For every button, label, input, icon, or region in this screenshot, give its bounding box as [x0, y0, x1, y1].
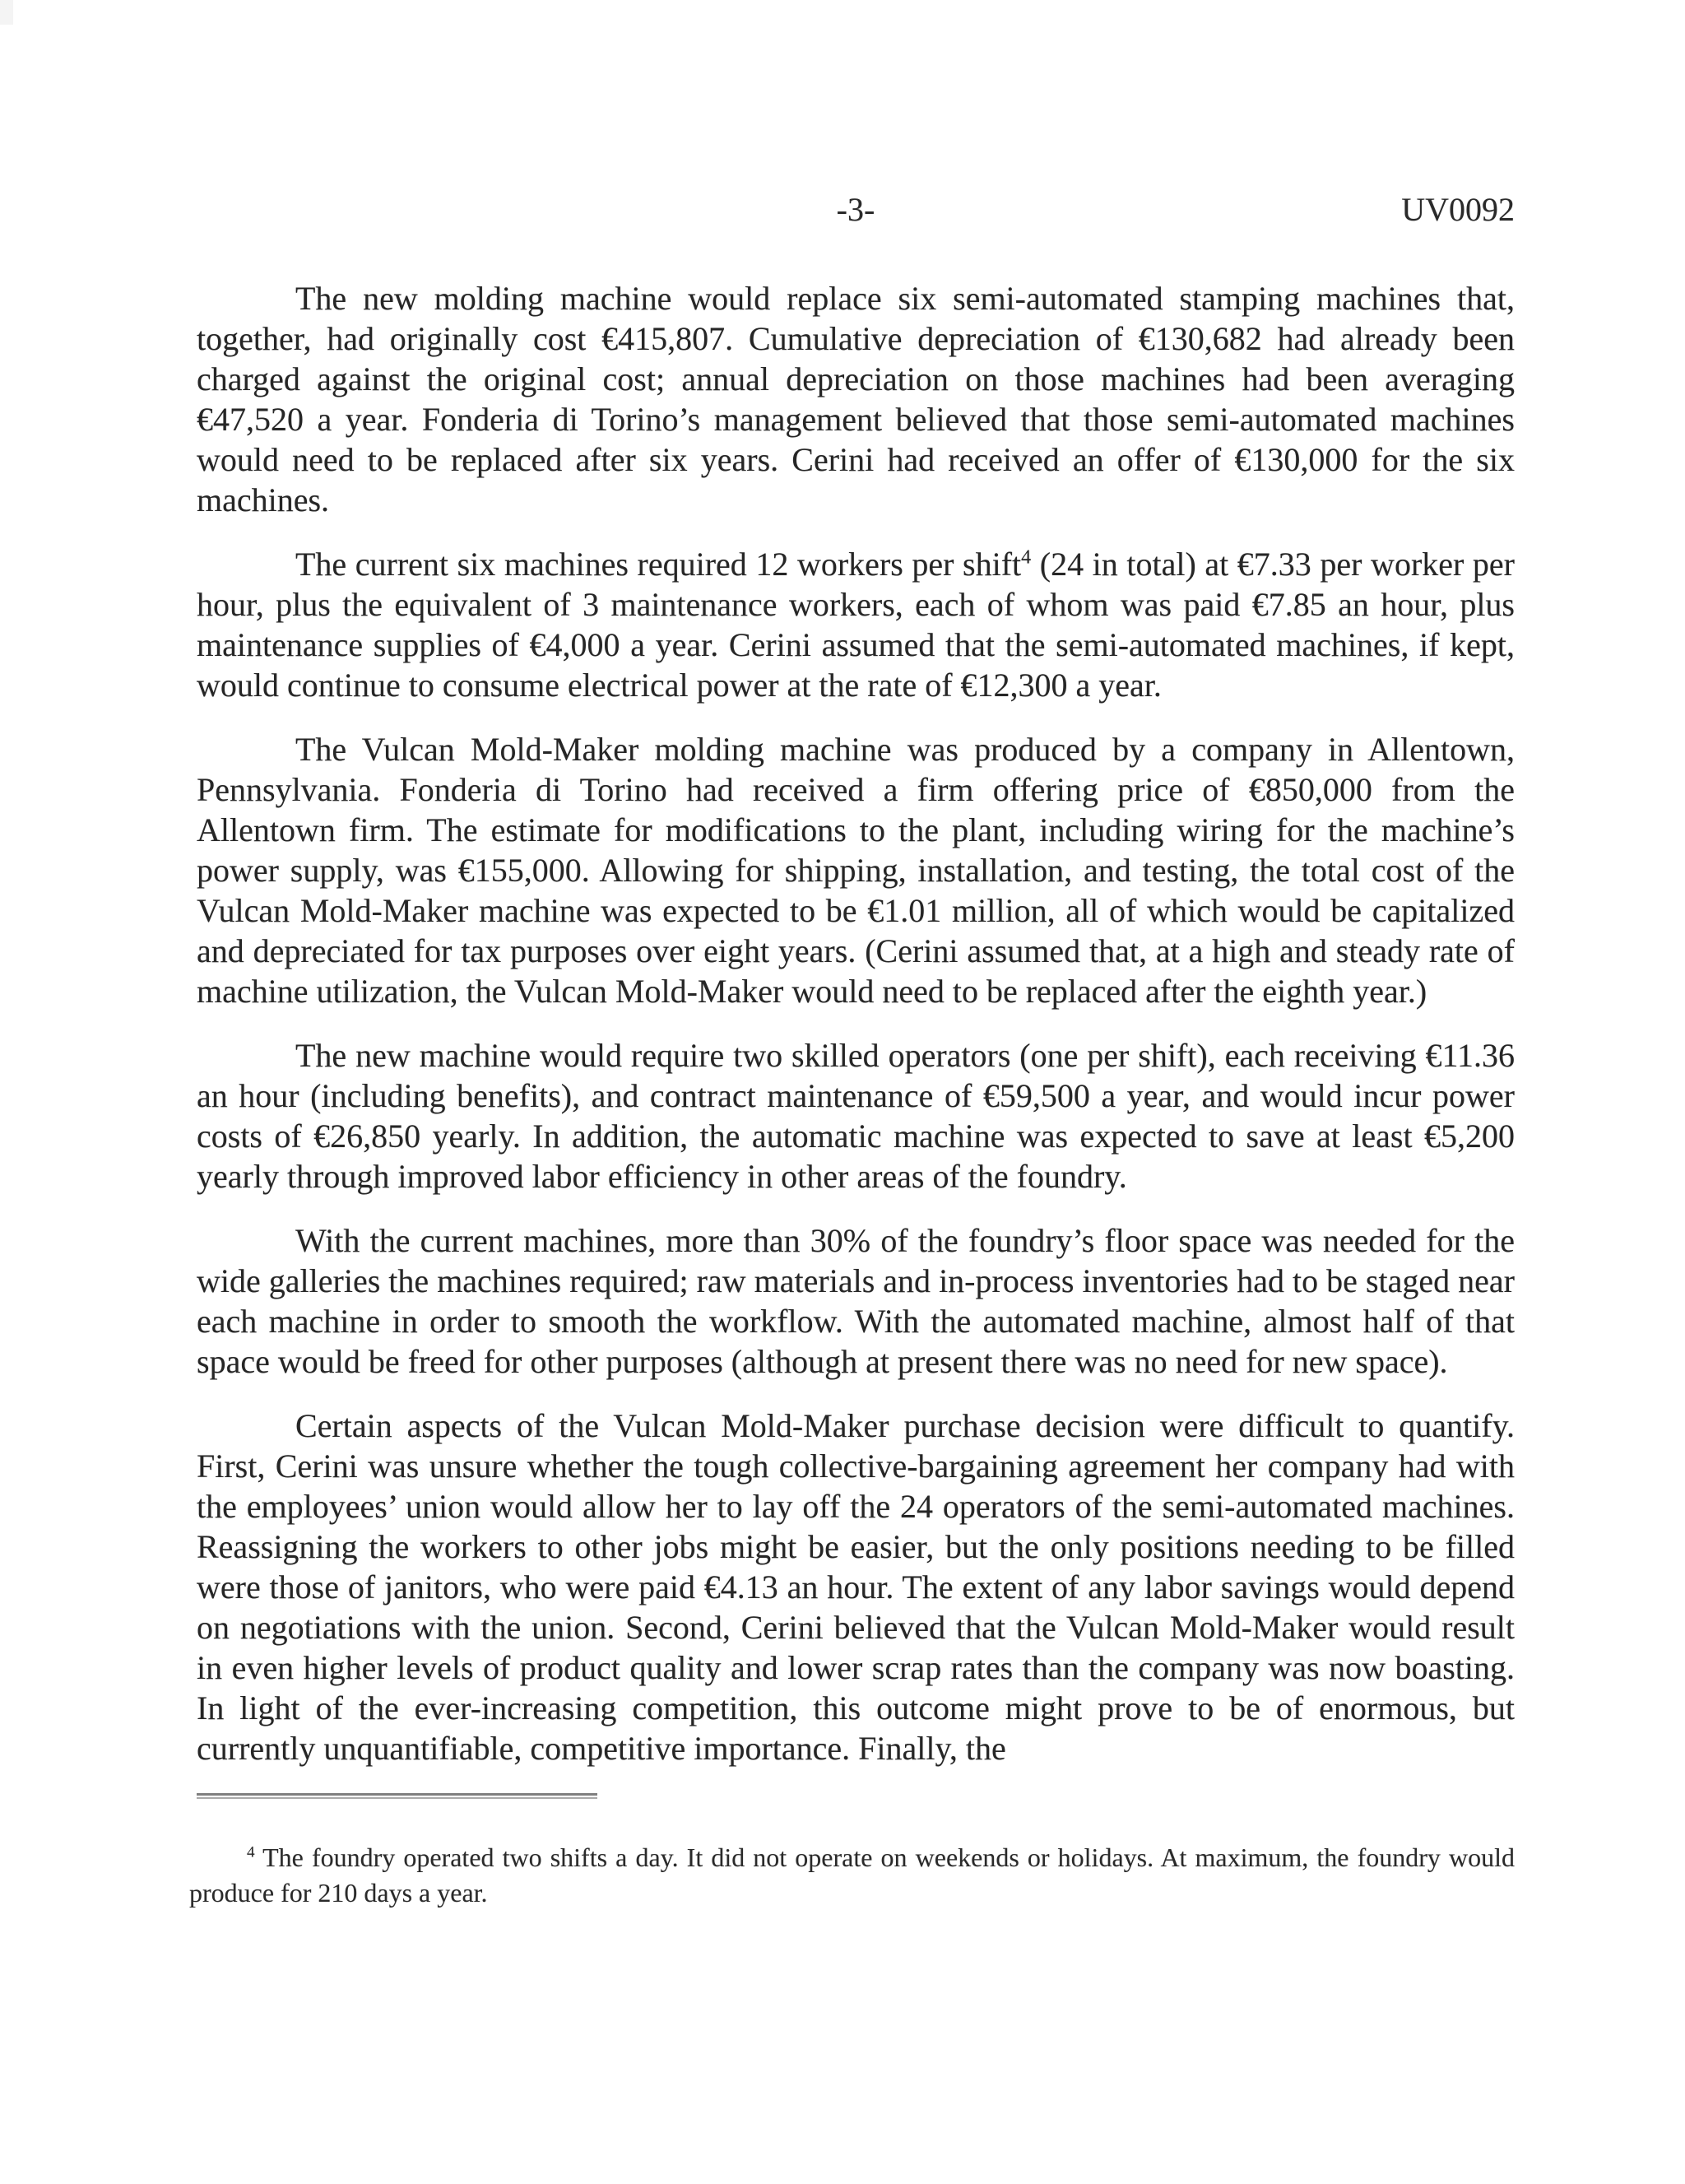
body-paragraph [197, 729, 1515, 1011]
body-paragraph [197, 1220, 1515, 1382]
page-number: -3- [836, 191, 875, 228]
body-paragraph [197, 1406, 1515, 1768]
footnote-ref: 4 [1021, 546, 1032, 569]
paragraph-text: (24 in total) at €7.33 per worker per hour, plus the equivalent of 3 maintenance workers, each of whom was paid €7.85 an hour, plus maintenance supplies of €4,000 a year. Cerini assumed that the semi-automated machines, if kept, would continue to consume electrical power at the rate of €12,300 a year. [197, 546, 1515, 704]
footnote-separator [197, 1793, 597, 1799]
body-paragraph [197, 544, 1515, 705]
page-header [197, 189, 1515, 230]
document-id: UV0092 [1401, 191, 1515, 228]
page-content [189, 0, 1515, 1911]
body-paragraph [197, 1035, 1515, 1197]
body-paragraph [197, 278, 1515, 520]
paragraph-text: The current six machines required 12 workers per shift [295, 546, 1022, 583]
footnote-text: The foundry operated two shifts a day. It did not operate on weekends or holidays. At maximum, the foundry would produce for 210 days a year. [189, 1842, 1515, 1908]
paragraph-text: The Vulcan Mold-Maker molding machine was produced by a company in Allentown, Pennsylvania. Fonderia di Torino had received a firm offering price of €850,000 from the Allentown firm. The estimate for modifications to the plant, including wiring for the machine’s power supply, was €155,000. Allowing for shipping, installation, and testing, the total cost of the Vulcan Mold-Maker machine was expected to be €1.01 million, all of which would be capitalized and depreciated for tax purposes over eight years. (Cerini assumed that, at a high and steady rate of machine utilization, the Vulcan Mold-Maker would need to be replaced after the eighth year.) [197, 731, 1515, 1010]
footnote [189, 1840, 1515, 1911]
body-text [197, 278, 1515, 1768]
paragraph-text: The new molding machine would replace six semi-automated stamping machines that, together, had originally cost €415,807. Cumulative depreciation of €130,682 had already been charged against the original cost; annual depreciation on those machines had been averaging €47,520 a year. Fonderia di Torino’s management believed that those semi-automated machines would need to be replaced after six years. Cerini had received an offer of €130,000 for the six machines. [197, 280, 1515, 518]
paragraph-text: The new machine would require two skilled operators (one per shift), each receiving €11.36 an hour (including benefits), and contract maintenance of €59,500 a year, and would incur power costs of €26,850 yearly. In addition, the automatic machine was expected to save at least €5,200 yearly through improved labor efficiency in other areas of the foundry. [197, 1037, 1515, 1195]
paragraph-text: With the current machines, more than 30% of the foundry’s floor space was needed for the wide galleries the machines required; raw materials and in-process inventories had to be staged near each machine in order to smooth the workflow. With the automated machine, almost half of that space would be freed for other purposes (although at present there was no need for new space). [197, 1222, 1515, 1380]
paragraph-text: Certain aspects of the Vulcan Mold-Maker purchase decision were difficult to quantify. First, Cerini was unsure whether the tough collective-bargaining agreement her company had with the employees’ union would allow her to lay off the 24 operators of the semi-automated machines. Reassigning the workers to other jobs might be easier, but the only positions needing to be filled were those of janitors, who were paid €4.13 an hour. The extent of any labor savings would depend on negotiations with the union. Second, Cerini believed that the Vulcan Mold-Maker would result in even higher levels of product quality and lower scrap rates than the company was now boasting. In light of the ever-increasing competition, this outcome might prove to be of enormous, but currently unquantifiable, competitive importance. Finally, the [197, 1407, 1515, 1767]
footnote-number: 4 [247, 1843, 255, 1861]
scan-artifact-corner [0, 0, 13, 25]
